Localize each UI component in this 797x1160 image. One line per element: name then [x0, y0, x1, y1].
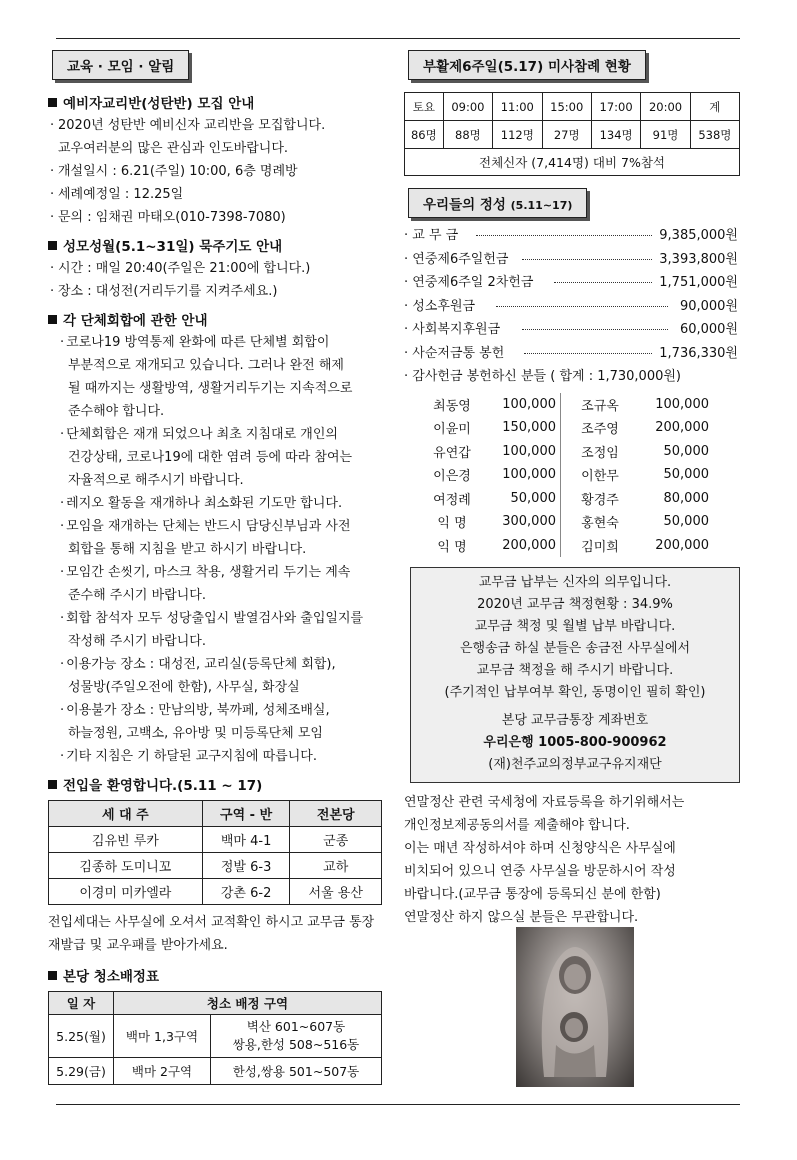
- table-cell: 전체신자 (7,414명) 대비 7%참석: [405, 149, 740, 176]
- table-cell: 이윤미: [433, 422, 471, 438]
- table-cell: 100,000: [488, 393, 561, 417]
- tax-line: 이는 매년 작성하셔야 하며 신청양식은 사무실에: [404, 841, 676, 856]
- offerings-list: [404, 224, 744, 389]
- tithe-notice-box: [410, 567, 740, 783]
- table-cell: 벽산 601~607동 쌍용,한성 508~516동: [211, 1015, 382, 1058]
- table-cell: 17:00: [591, 93, 640, 121]
- list-item: · 이용가능 장소 : 대성전, 교리실(등록단체 회합),: [60, 657, 336, 672]
- table-cell: 134명: [591, 121, 640, 149]
- table-row: [49, 853, 382, 879]
- cleaning-table: [48, 991, 382, 1085]
- table-row: [416, 510, 709, 534]
- square-bullet-icon: [48, 315, 57, 324]
- notice-line: 2020년 교무금 책정현황 : 34.9%: [477, 597, 673, 612]
- square-bullet-icon: [48, 971, 57, 980]
- table-row: [49, 827, 382, 853]
- list-item: · 교 무 금 9,385,000원: [404, 228, 738, 243]
- list-item: · 레지오 활동을 재개하나 최소화된 기도만 합니다.: [60, 496, 343, 511]
- table-cell: 한성,쌍용 501~507동: [211, 1058, 382, 1085]
- table-cell: 200,000: [488, 534, 561, 558]
- table-header: 전본당: [290, 801, 382, 827]
- table-cell: 20:00: [641, 93, 690, 121]
- table-header: 일 자: [49, 992, 114, 1015]
- table-cell: 86명: [405, 121, 444, 149]
- rosary-title: 성모성월(5.1~31일) 묵주기도 안내: [48, 235, 388, 255]
- tax-line: 연말정산 하지 않으실 분들은 무관합니다.: [404, 910, 639, 925]
- table-cell: 이경미 미카엘라: [49, 879, 203, 905]
- list-item: 부분적으로 재개되고 있습니다. 그러나 완전 해제: [68, 358, 344, 373]
- table-cell: 토요: [405, 93, 444, 121]
- table-cell: 김미희: [581, 539, 619, 555]
- notice-line: 은행송금 하실 분들은 송금전 사무실에서: [459, 641, 690, 656]
- table-cell: 5.25(월): [49, 1015, 114, 1058]
- list-item: 작성해 주시기 바랍니다.: [68, 634, 206, 649]
- list-item: · 개설일시 : 6.21(주일) 10:00, 6층 명례방: [50, 164, 298, 179]
- list-item: · 2020년 성탄반 예비신자 교리반을 모집합니다.: [50, 118, 326, 133]
- table-row: [49, 1015, 382, 1058]
- table-cell: 50,000: [663, 514, 709, 530]
- table-cell: 15:00: [542, 93, 591, 121]
- tax-line: 바랍니다.(교무금 통장에 등록되신 분에 한함): [404, 887, 661, 902]
- table-cell: 정발 6-3: [202, 853, 290, 879]
- table-row: [405, 149, 740, 176]
- table-cell: 계: [690, 93, 739, 121]
- table-cell: 150,000: [488, 416, 561, 440]
- table-cell: 조정임: [581, 445, 619, 461]
- table-cell: 여정례: [433, 492, 471, 508]
- list-item: · 모임을 재개하는 단체는 반드시 담당신부님과 사전: [60, 519, 351, 534]
- table-cell: 이은경: [433, 469, 471, 485]
- education-header: 교육 · 모임 · 알림: [52, 50, 189, 80]
- list-item: · 문의 : 임채권 마태오(010-7398-7080): [50, 210, 286, 225]
- welcome-note: 재발급 및 교우패를 받아가세요.: [48, 938, 228, 953]
- mass-header: 부활제6주일(5.17) 미사참례 현황: [408, 50, 646, 80]
- tax-notice: [404, 791, 744, 929]
- list-item: 회합을 통해 지침을 받고 하시기 바랍니다.: [68, 542, 307, 557]
- list-item: 성물방(주일오전에 한함), 사무실, 화장실: [68, 680, 300, 695]
- square-bullet-icon: [48, 98, 57, 107]
- table-row: [49, 879, 382, 905]
- list-item: · 모임간 손씻기, 마스크 착용, 생활거리 두기는 계속: [60, 565, 351, 580]
- list-item: · 성소후원금 90,000원: [404, 298, 738, 314]
- welcome-note: 전입세대는 사무실에 오셔서 교적확인 하시고 교무금 통장: [48, 915, 375, 930]
- list-item: 건강상태, 코로나19에 대한 염려 등에 따라 참여는: [68, 450, 353, 465]
- tax-line: 개인정보제공동의서를 제출해야 합니다.: [404, 818, 630, 833]
- list-item: · 세례예정일 : 12.25일: [50, 187, 184, 202]
- notice-line: (주기적인 납부여부 확인, 동명이인 필히 확인): [444, 685, 706, 700]
- welcome-title: 전입을 환영합니다.(5.11 ~ 17): [48, 774, 388, 794]
- list-item: · 시간 : 매일 20:40(주일은 21:00에 합니다.): [50, 261, 311, 276]
- table-cell: 조주영: [581, 422, 619, 438]
- account-number: 우리은행 1005-800-900962: [483, 735, 667, 750]
- account-holder: (재)천주교의정부교구유지재단: [488, 757, 662, 772]
- table-row: [416, 416, 709, 440]
- table-cell: 88명: [443, 121, 492, 149]
- table-cell: 80,000: [663, 490, 709, 506]
- list-item: · 기타 지침은 기 하달된 교구지침에 따릅니다.: [60, 749, 317, 764]
- table-cell: 5.29(금): [49, 1058, 114, 1085]
- table-cell: 강촌 6-2: [202, 879, 290, 905]
- table-cell: 조규옥: [581, 398, 619, 414]
- square-bullet-icon: [48, 241, 57, 250]
- table-cell: 50,000: [488, 487, 561, 511]
- list-item: · 회합 참석자 모두 성당출입시 발열검사와 출입일지를: [60, 611, 364, 626]
- table-cell: 200,000: [655, 420, 709, 436]
- groups-title: 각 단체회합에 관한 안내: [48, 309, 388, 329]
- table-row: [405, 93, 740, 121]
- square-bullet-icon: [48, 780, 57, 789]
- tax-line: 연말정산 관련 국세청에 자료등록을 하기위해서는: [404, 795, 685, 810]
- list-item: · 단체회합은 재개 되었으나 최초 지침대로 개인의: [60, 427, 338, 442]
- table-cell: 100,000: [488, 463, 561, 487]
- table-header: 청소 배정 구역: [114, 992, 382, 1015]
- table-cell: 교하: [290, 853, 382, 879]
- list-item: 하늘정원, 고백소, 유아방 및 미등록단체 모임: [68, 726, 323, 741]
- bottom-rule: [56, 1104, 740, 1105]
- table-cell: 김종하 도미니꼬: [49, 853, 203, 879]
- list-item: · 사순저금통 봉헌 1,736,330원: [404, 345, 738, 361]
- table-row: [416, 487, 709, 511]
- list-item: · 사회복지후원금 60,000원: [404, 322, 738, 337]
- table-cell: 최동영: [433, 398, 471, 414]
- table-cell: 50,000: [663, 467, 709, 483]
- table-cell: 100,000: [488, 440, 561, 464]
- table-cell: 유연갑: [433, 445, 471, 461]
- table-cell: 군종: [290, 827, 382, 853]
- right-column: [404, 50, 744, 929]
- table-row: [416, 463, 709, 487]
- table-cell: 백마 1,3구역: [114, 1015, 211, 1058]
- table-cell: 100,000: [655, 396, 709, 412]
- table-cell: 538명: [690, 121, 739, 149]
- top-rule: [56, 38, 740, 39]
- list-item: · 장소 : 대성전(거리두기를 지켜주세요.): [50, 284, 278, 299]
- offerings-header: 우리들의 정성 (5.11~17): [408, 188, 587, 218]
- notice-line: 교무금 납부는 신자의 의무입니다.: [478, 575, 672, 590]
- table-cell: 익 명: [437, 539, 467, 555]
- account-title: 본당 교무금통장 계좌번호: [501, 713, 649, 728]
- table-header: 구역 - 반: [202, 801, 290, 827]
- table-cell: 50,000: [663, 443, 709, 459]
- table-cell: 서울 용산: [290, 879, 382, 905]
- table-cell: 홍현숙: [581, 516, 619, 532]
- table-cell: 김유빈 루카: [49, 827, 203, 853]
- madonna-statue-image: [516, 927, 634, 1087]
- catechumen-title: 예비자교리반(성탄반) 모집 안내: [48, 92, 388, 112]
- left-column: [48, 50, 388, 1085]
- notice-line: 교무금 책정 및 월별 납부 바랍니다.: [474, 619, 676, 634]
- table-cell: 09:00: [443, 93, 492, 121]
- table-cell: 백마 4-1: [202, 827, 290, 853]
- table-cell: 백마 2구역: [114, 1058, 211, 1085]
- table-row: [405, 121, 740, 149]
- notice-line: 교무금 책정을 해 주시기 바랍니다.: [476, 663, 674, 678]
- list-item: 자율적으로 해주시기 바랍니다.: [68, 473, 244, 488]
- list-item: · 연중제6주일헌금 3,393,800원: [404, 251, 738, 267]
- table-cell: 황경주: [581, 492, 619, 508]
- table-cell: 이한무: [581, 469, 619, 485]
- tax-line: 비치되어 있으니 연중 사무실을 방문하시어 작성: [404, 864, 676, 879]
- mass-attendance-table: [404, 92, 740, 176]
- donors-table: [416, 393, 709, 558]
- list-item: · 연중제6주일 2차헌금 1,751,000원: [404, 275, 738, 290]
- list-item: 될 때까지는 생활방역, 생활거리두기는 지속적으로: [68, 381, 353, 396]
- table-cell: 익 명: [437, 516, 467, 532]
- table-cell: 200,000: [655, 537, 709, 553]
- cleaning-title: 본당 청소배정표: [48, 965, 388, 985]
- donors-title: · 감사헌금 봉헌하신 분들 ( 합계 : 1,730,000원): [404, 369, 681, 384]
- list-item: 준수해야 합니다.: [68, 404, 165, 419]
- table-row: [416, 440, 709, 464]
- table-cell: 112명: [493, 121, 542, 149]
- table-header: 세 대 주: [49, 801, 203, 827]
- table-cell: 91명: [641, 121, 690, 149]
- list-item: 준수해 주시기 바랍니다.: [68, 588, 206, 603]
- table-row: [416, 534, 709, 558]
- table-row: [416, 393, 709, 417]
- table-cell: 300,000: [488, 510, 561, 534]
- list-item: 교우여러분의 많은 관심과 인도바랍니다.: [58, 141, 289, 156]
- list-item: · 이용불가 장소 : 만남의방, 북까페, 성체조배실,: [60, 703, 330, 718]
- table-row: [49, 1058, 382, 1085]
- list-item: · 코로나19 방역통제 완화에 따른 단체별 회합이: [60, 335, 330, 350]
- table-cell: 27명: [542, 121, 591, 149]
- table-cell: 11:00: [493, 93, 542, 121]
- welcome-table: [48, 800, 382, 905]
